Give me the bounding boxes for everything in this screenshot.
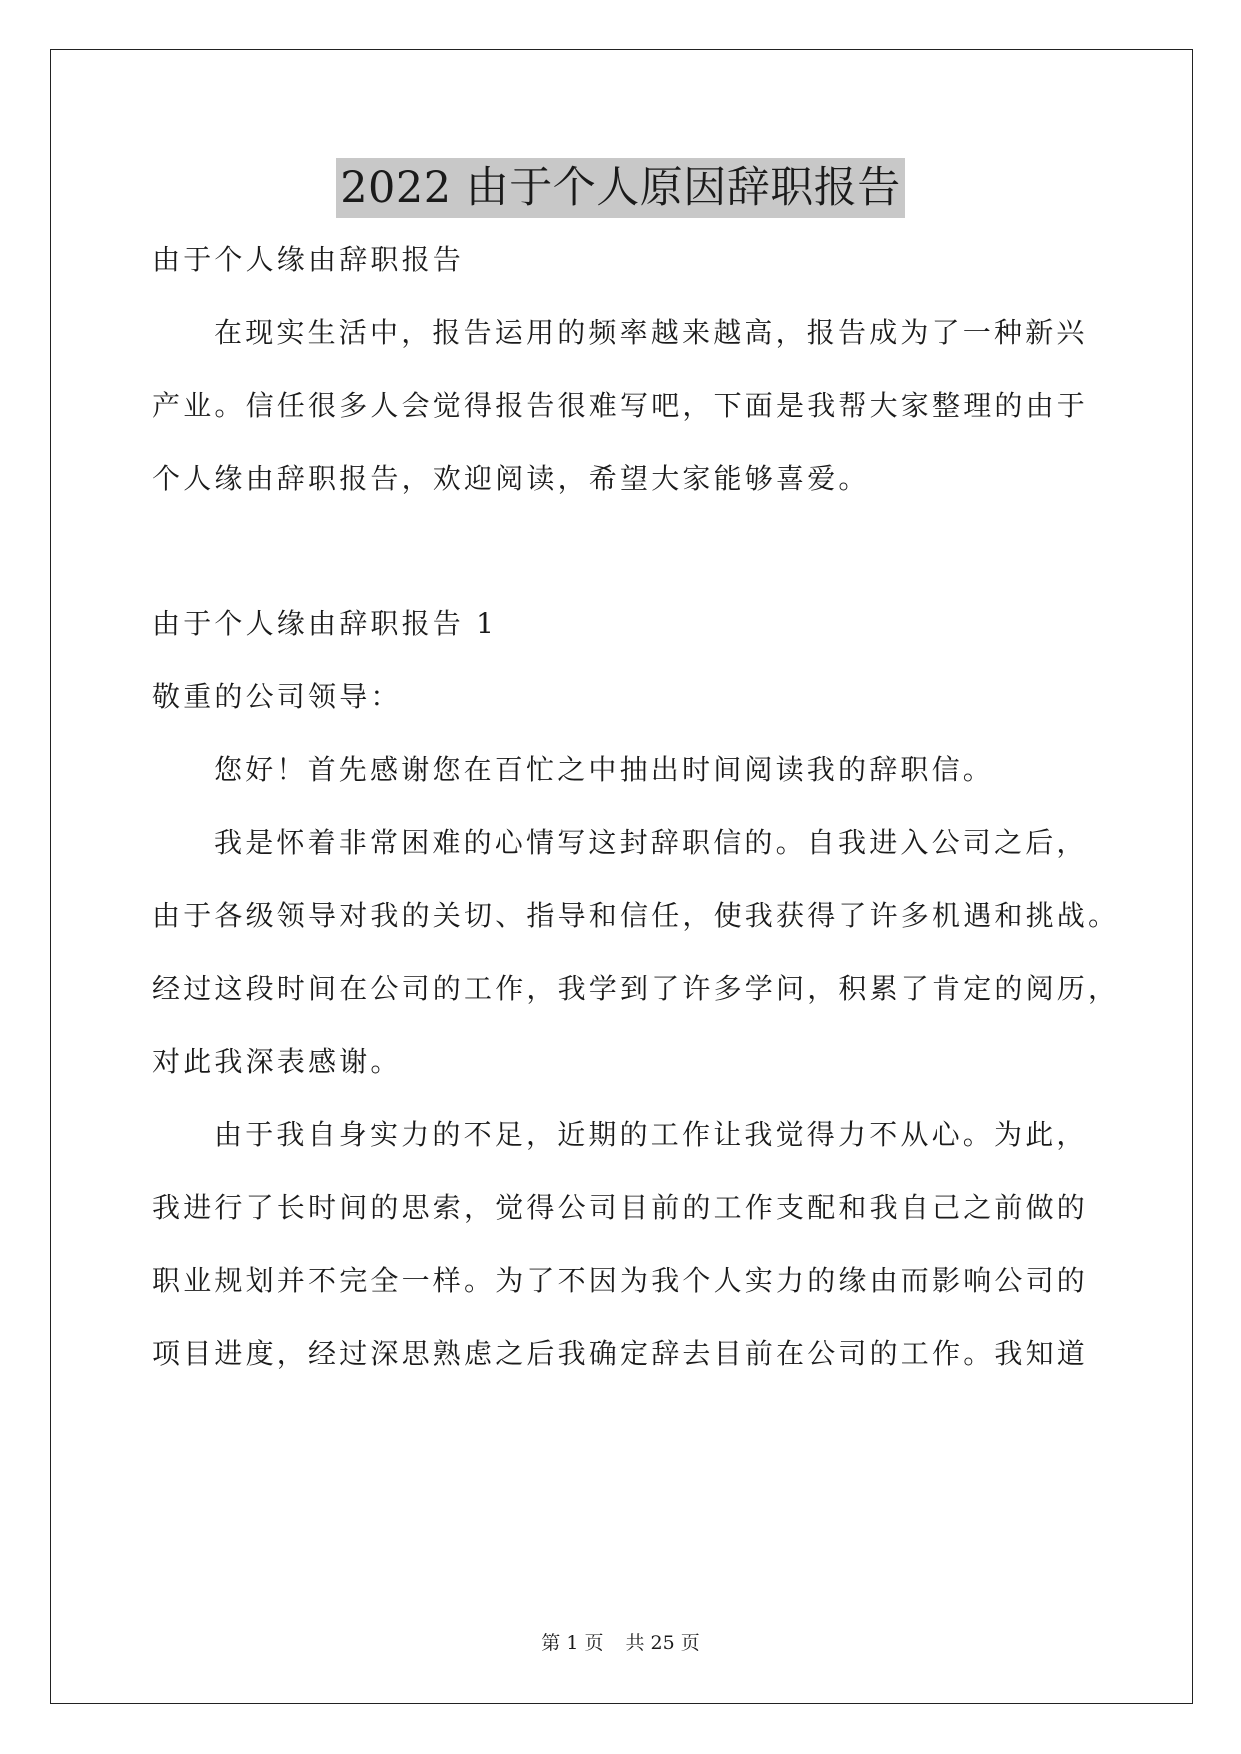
intro-line-1: 在现实生活中，报告运用的频率越来越高，报告成为了一种新兴: [214, 316, 1088, 349]
subtitle-line: 由于个人缘由辞职报告: [152, 243, 465, 276]
body-p2-line-3: 职业规划并不完全一样。为了不因为我个人实力的缘由而影响公司的: [152, 1264, 1089, 1297]
body-p1-line-3: 经过这段时间在公司的工作，我学到了许多学问，积累了肯定的阅历，: [152, 972, 1120, 1005]
salutation: 敬重的公司领导：: [152, 680, 402, 713]
greeting-line: 您好！首先感谢您在百忙之中抽出时间阅读我的辞职信。: [214, 753, 995, 786]
intro-line-3: 个人缘由辞职报告，欢迎阅读，希望大家能够喜爱。: [152, 462, 870, 495]
page-border: [50, 49, 1193, 1704]
body-p2-line-4: 项目进度，经过深思熟虑之后我确定辞去目前在公司的工作。我知道: [152, 1337, 1089, 1370]
body-p2-line-1: 由于我自身实力的不足，近期的工作让我觉得力不从心。为此，: [214, 1118, 1088, 1151]
page-number: 第 1 页: [541, 1632, 604, 1654]
title-container: [0, 158, 1241, 218]
body-p1-line-2: 由于各级领导对我的关切、指导和信任，使我获得了许多机遇和挑战。: [152, 899, 1120, 932]
body-p1-line-1: 我是怀着非常困难的心情写这封辞职信的。自我进入公司之后，: [214, 826, 1088, 859]
document-title: 2022 由于个人原因辞职报告: [336, 158, 905, 218]
body-p1-line-4: 对此我深表感谢。: [152, 1045, 402, 1078]
body-p2-line-2: 我进行了长时间的思索，觉得公司目前的工作支配和我自己之前做的: [152, 1191, 1089, 1224]
page-total: 共 25 页: [625, 1632, 700, 1654]
intro-line-2: 产业。信任很多人会觉得报告很难写吧，下面是我帮大家整理的由于: [152, 389, 1089, 422]
section-heading: 由于个人缘由辞职报告 1: [152, 607, 498, 640]
page-footer: [0, 1630, 1241, 1656]
